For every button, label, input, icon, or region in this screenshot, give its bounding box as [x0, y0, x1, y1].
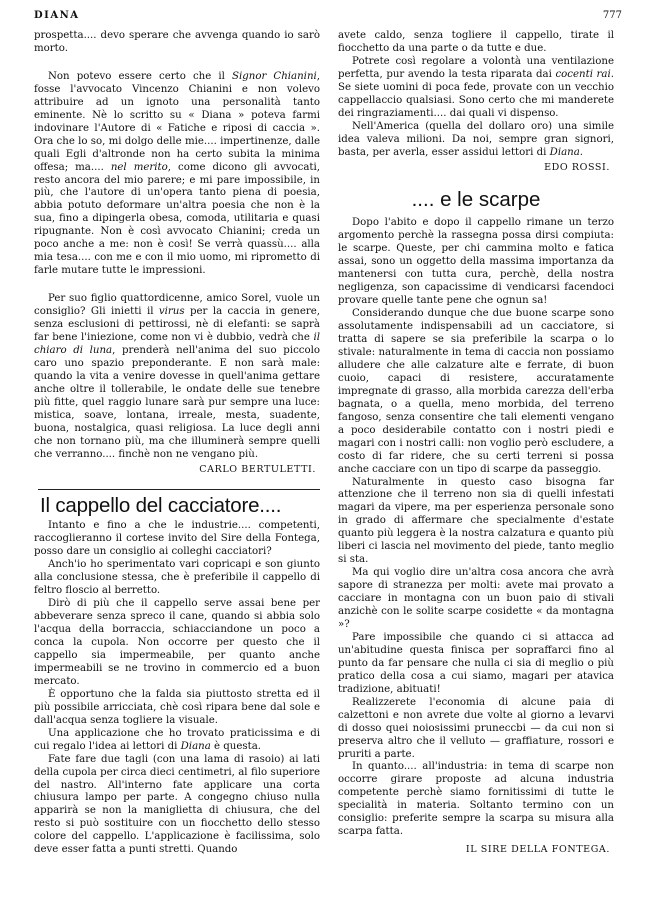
author-signature: IL SIRE DELLA FONTEGA. [465, 844, 610, 856]
paragraph: Nell'America (quella del dollaro oro) una simile idea valeva milioni. Da noi, sempre gran signori, basta, per averla, esser assidui lettori di Diana. [338, 120, 614, 158]
paragraph: Intanto e fino a che le industrie.... competenti, raccoglieranno il cortese invito del Sire della Fontega, posso dare un consiglio ai colleghi cacciatori? [34, 520, 320, 558]
article-title: Il cappello del cacciatore.... [40, 493, 282, 517]
right-column [338, 30, 614, 857]
author-signature: CARLO BERTULETTI. [199, 463, 316, 475]
paragraph: Considerando dunque che due buone scarpe sono assolutamente indispensabili ad un cacciatore, si tratta di sapere se sia preferibile la scarpa o lo stivale: naturalmente in tema di caccia non possiamo alludere che alle calzature alte e ferrate, di buon cuoio, capaci di resistere, accuratamente impregnate di grasso, alla morbida carezza dell'erba bagnata, o a quella, meno morbida, del terreno fangoso, senza consentire che tali elementi vengano a poco desiderabile contatto con i nostri piedi e magari con i nostri calli: non voglio però escludere, a costo di far ridere, che su certi terreni si possa anche cacciare con un tipo di scarpe da passeggio. [338, 308, 614, 475]
section-divider [38, 489, 320, 490]
paragraph: È opportuno che la falda sia piuttosto stretta ed il più possibile arricciata, chè così ripara bene dal sole e dall'acqua senza togliere la visuale. [34, 688, 320, 726]
article-title: .... e le scarpe [411, 188, 541, 212]
author-signature: EDO ROSSI. [544, 161, 610, 173]
paragraph: Realizzerete l'economia di alcune paia di calzettoni e non avrete due volte al giorno a levarvi di dosso quei noiosissimi pruneccbi — da cui non si preserva altro che il velluto — graffiature, rossori e pruriti a parte. [338, 696, 614, 760]
left-column [34, 30, 320, 857]
paragraph: Potrete così regolare a volontà una ventilazione perfetta, pur avendo la testa riparata dai cocenti rai. Se siete uomini di poca fede, provate con un vecchio cappellaccio qualsiasi. Sono certo che mi manderete dei ringraziamenti.... dai quali vi dispenso. [338, 55, 615, 119]
paragraph: Ma qui voglio dire un'altra cosa ancora che avrà sapore di stranezza per molti: avete mai provato a cacciare in montagna con un buon paio di stivali anzichè con le solite scarpe cosidette « da montagna »? [338, 567, 614, 630]
paragraph: Per suo figlio quattordicenne, amico Sorel, vuole un consiglio? Gli inietti il virus per la caccia in genere, senza esclusioni di pettirossi, nè di elefanti: se saprà far bene l'iniezione, come non vi è dubbio, vedrà che il chiaro di luna, prenderà nell'anima del suo piccolo caro uno spazio preponderante. E non sarà male: quando la vita a venire dovesse in quell'anima gettare anche oltre il tollerabile, le ondate delle sue tenebre più fitte, quel raggio lunare sarà pur sempre una luce: mistica, soave, lontana, irreale, mesta, suadente, buona, nostalgica, quasi religiosa. La luce degli anni che non tornano più, ma che illuminerà sempre quelli che verranno.... finchè non ne vengano più. [34, 293, 321, 460]
paragraph: Una applicazione che ho trovato praticissima e di cui regalo l'idea ai lettori di Diana è questa. [34, 727, 320, 752]
page-header [24, 10, 630, 26]
magazine-name: DIANA [34, 10, 80, 21]
paragraph: Dirò di più che il cappello serve assai bene per abbeverare senza spreco il cane, quando si abbia solo l'acqua della borraccia, schiacciandone un poco a conca la cupola. Non occorre per questo che il cappello sia impermeabile, per quanto anche impermeabili se ne trovino in commercio ed a buon mercato. [34, 598, 320, 687]
paragraph: avete caldo, senza togliere il cappello, tirate il fiocchetto da una parte o da tutte e due. [338, 30, 614, 54]
paragraph: Fate fare due tagli (con una lama di rasoio) ai lati della cupola per circa dieci centimetri, al filo superiore del nastro. All'interno fate applicare una corta chiusura lampo per parte. A congegno chiuso nulla apparirà se non la maniglietta di chiusura, che del resto si può sostituire con un fiocchetto dello stesso colore del cappello. L'applicazione è facilissima, solo deve esser fatta a punti stretti. Quando [34, 753, 320, 856]
paragraph: prospetta.... devo sperare che avvenga quando io sarò morto. [34, 30, 320, 54]
paragraph: Non potevo essere certo che il Signor Chianini, fosse l'avvocato Vincenzo Chianini e non volevo attribuire ad un ignoto una personalità tanto eminente. Nè lo scritto su « Diana » poteva farmi indovinare l'Autore di « Fatiche e riposi di caccia ». Ora che lo so, mi dolgo delle mie.... impertinenze, dalle quali Egli d'altronde non ha certo subita la minima offesa; ma.... nel merito, come dicono gli avvocati, resto ancora del mio parere; e mi pare impossibile, in più, che l'autore di un'opera tanto piena di poesia, abbia potuto deformare un'altra poesia che non è la sua, fino a dipingerla obesa, comoda, utilitaria e quasi ripugnante. Non è così avvocato Chianini; creda un poco anche a me: non è così! Se verrà quassù.... alla mia tesa.... con me e con il mio uomo, mi riprometto di farle mutare tutte le impressioni. [34, 70, 321, 277]
paragraph: Anch'io ho sperimentato vari copricapi e son giunto alla conclusione stessa, che è preferibile il cappello di feltro floscio al berretto. [34, 559, 320, 597]
paragraph: Dopo l'abito e dopo il cappello rimane un terzo argomento perchè la rassegna possa dirsi compiuta: le scarpe. Queste, per chi cammina molto e fatica assai, sono un oggetto della massima importanza da mantenersi con tutta cura, perchè, della nostra negligenza, son capacissime di vendicarsi facendoci provare quelle tante pene che ognun sa! [338, 217, 614, 307]
paragraph: In quanto.... all'industria: in tema di scarpe non occorre girare proposte ad alcuna industria competente perchè siamo fornitissimi di tutte le specialità in materia. Soltanto termino con un consiglio: preferite sempre la scarpa su misura alla scarpa fatta. [338, 761, 614, 838]
page-number: 777 [602, 10, 622, 21]
paragraph: Pare impossibile che quando ci si attacca ad un'abitudine questa finisca per sopraffarci fino al punto da far pensare che nulla ci sia di meglio o più pratico della cosa a cui siamo, magari per atavica tradizione, abituati! [338, 631, 614, 695]
paragraph: Naturalmente in questo caso bisogna far attenzione che il terreno non sia di quelli infestati magari da vipere, ma per esperienza personale sono in grado di affermare che specialmente d'estate quanto più leggera è la nostra calzatura e quanto più liberi ci lascia nel movimento del piede, tanto meglio si sta. [338, 476, 614, 566]
